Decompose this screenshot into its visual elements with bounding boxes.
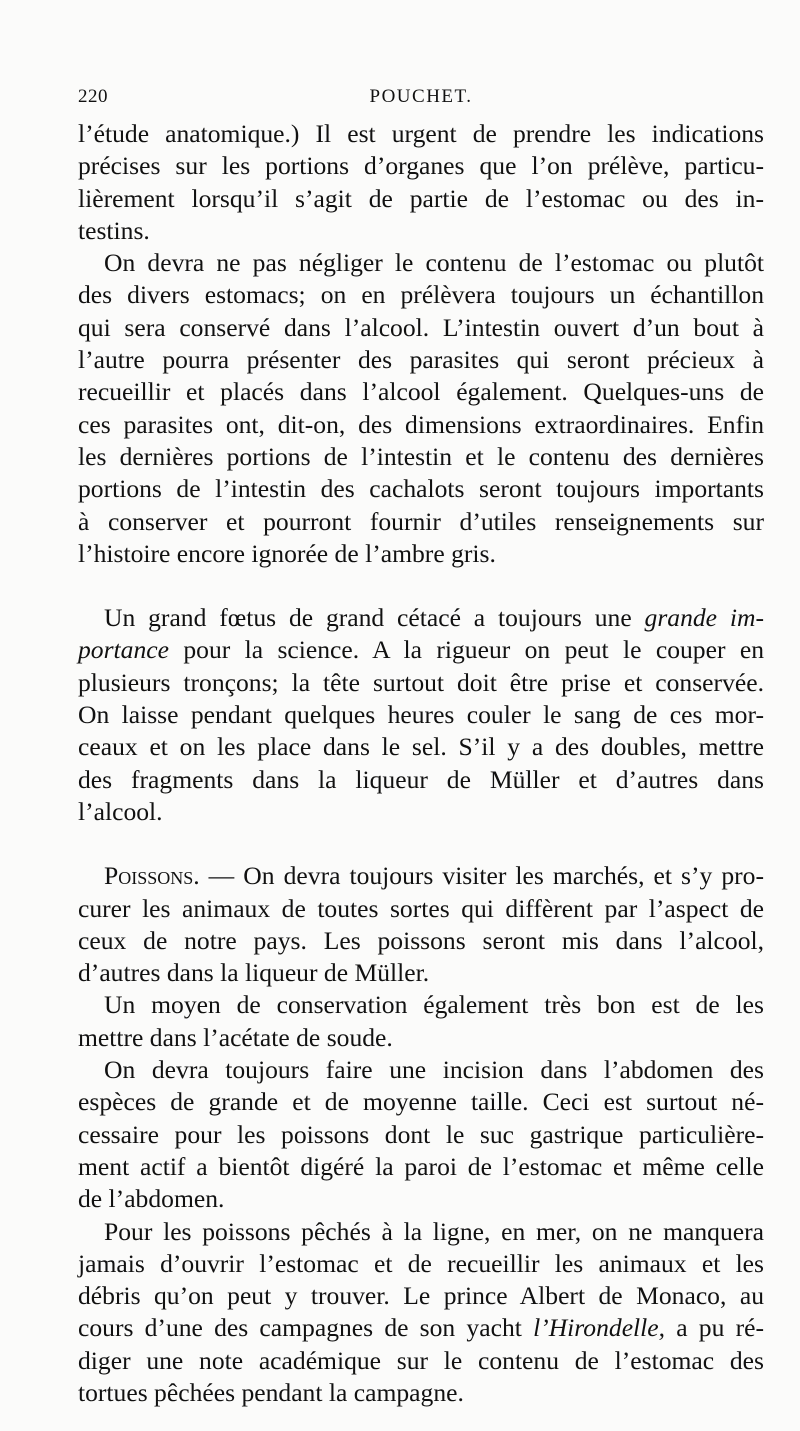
page-number: 220 <box>78 86 108 107</box>
text-line: débris qu’on peut y trouver. Le prince Albert de Monaco, au <box>78 1281 764 1311</box>
text-line: On laisse pendant quelques heures couler le sang de ces mor- <box>78 700 764 730</box>
paragraph-gap <box>78 828 764 860</box>
text-line: On devra ne pas négliger le contenu de l’estomac ou plutôt <box>104 248 764 278</box>
text-line: ceaux et on les place dans le sel. S’il y a des doubles, mettre <box>78 732 764 762</box>
italic-text: l’Hirondelle, <box>533 1313 666 1343</box>
text-line: lièrement lorsqu’il s’agit de partie de l’estomac ou des in- <box>78 183 764 213</box>
text-line: les dernières portions de l’intestin et le contenu des dernières <box>78 441 764 471</box>
text-line: d’autres dans la liqueur de Müller. <box>78 958 430 988</box>
text-line <box>78 860 764 892</box>
text-line <box>78 1312 764 1344</box>
running-head <box>78 86 764 114</box>
text-line: l’histoire encore ignorée de l’ambre gris. <box>78 538 496 568</box>
text-line: l’autre pourra présenter des parasites qui seront précieux à <box>78 345 764 375</box>
text-line: Un moyen de conservation également très bon est de les <box>104 990 764 1020</box>
text-line: des divers estomacs; on en prélèvera toujours un échantillon <box>78 280 764 310</box>
text-line: recueillir et placés dans l’alcool également. Quelques-uns de <box>78 377 764 407</box>
text-line: mettre dans l’acétate de soude. <box>78 1022 393 1052</box>
text-line: Pour les poissons pêchés à la ligne, en mer, on ne manquera <box>104 1216 764 1246</box>
text-line: On devra toujours faire une incision dans l’abdomen des <box>104 1055 764 1085</box>
text-run: pour la science. A la rigueur on peut le couper en <box>168 635 764 665</box>
text-line <box>78 634 764 666</box>
text-line: qui sera conservé dans l’alcool. L’intestin ouvert d’un bout à <box>78 312 764 342</box>
text-line: diger une note académique sur le contenu de l’estomac des <box>78 1345 764 1375</box>
text-line <box>78 602 764 634</box>
text-run: a pu ré- <box>665 1313 764 1343</box>
text-line: de l’abdomen. <box>78 1184 225 1214</box>
text-line: cessaire pour les poissons dont le suc gastrique particulière- <box>78 1119 764 1149</box>
body-text <box>78 118 764 1409</box>
running-title: POUCHET. <box>369 86 473 107</box>
text-line: précises sur les portions d’organes que l’on prélève, particu- <box>78 151 764 181</box>
italic-text: portance <box>78 635 169 665</box>
text-line: ces parasites ont, dit-on, des dimensions extraordinaires. Enfin <box>78 409 764 439</box>
text-line: l’alcool. <box>78 796 163 826</box>
text-line: portions de l’intestin des cachalots seront toujours importants <box>78 474 764 504</box>
text-line: l’étude anatomique.) Il est urgent de prendre les indications <box>78 119 764 148</box>
text-line: ceux de notre pays. Les poissons seront mis dans l’alcool, <box>78 925 764 955</box>
text-line: testins. <box>78 215 150 245</box>
text-line: plusieurs tronçons; la tête surtout doit être prise et conservée. <box>78 667 764 697</box>
text-line: curer les animaux de toutes sortes qui diffèrent par l’aspect de <box>78 893 764 923</box>
text-line: tortues pêchées pendant la campagne. <box>78 1377 464 1407</box>
text-run: Un grand fœtus de grand cétacé a toujours une <box>104 603 645 633</box>
italic-text: grande im- <box>644 603 764 633</box>
text-run: cours d’une des campagnes de son yacht <box>78 1313 534 1343</box>
paragraph-gap <box>78 570 764 602</box>
text-line: des fragments dans la liqueur de Müller et d’autres dans <box>78 764 764 794</box>
text-line: jamais d’ouvrir l’estomac et de recueillir les animaux et les <box>78 1248 764 1278</box>
text-run: — On devra toujours visiter les marchés, et s’y pro- <box>199 861 764 891</box>
text-line: à conserver et pourront fournir d’utiles renseignements sur <box>78 506 764 536</box>
section-heading: Poissons. <box>104 861 200 891</box>
text-line: espèces de grande et de moyenne taille. Ceci est surtout né- <box>78 1087 764 1117</box>
text-line: ment actif a bientôt digéré la paroi de l’estomac et même celle <box>78 1151 764 1181</box>
